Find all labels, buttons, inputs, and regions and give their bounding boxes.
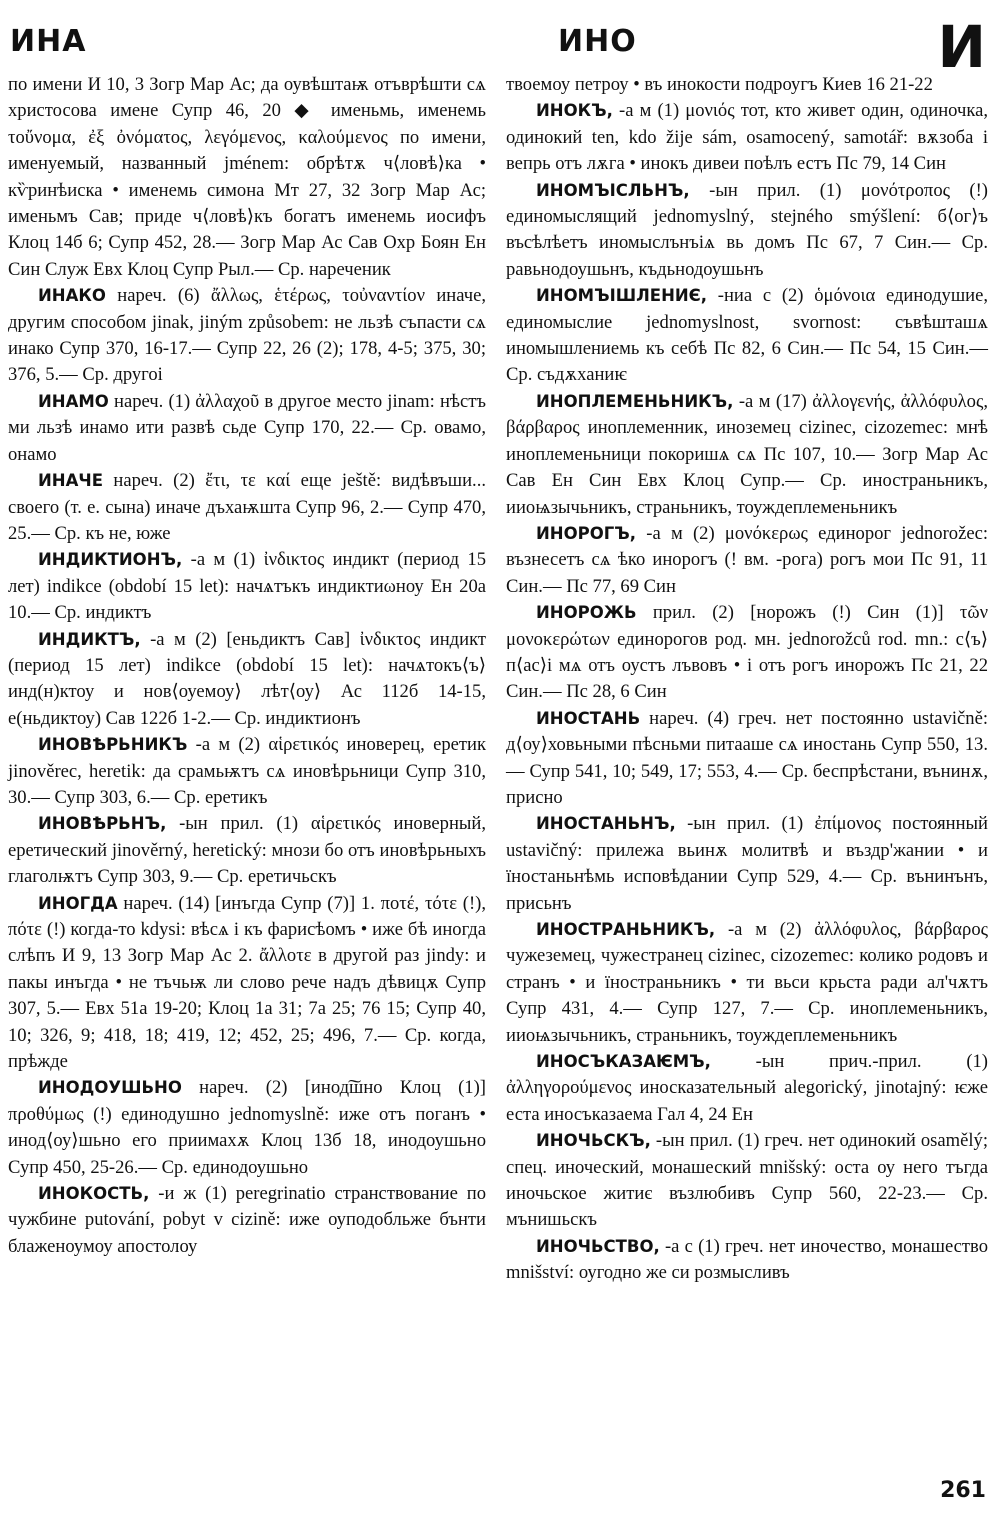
dictionary-entry <box>8 389 486 468</box>
page-number: 261 <box>940 1478 986 1503</box>
entry-headword: ИНОГДА <box>38 893 118 913</box>
entry-body: нареч. (4) греч. нет постоянно ustavičně: д⟨оу⟩ховьными пѣсньми питааше сѧ иностань Супр 550, 13.— Супр 541, 10; 549, 17; 553, 4.— Ср. беспрѣстани, вънинѫ, присно <box>506 707 988 808</box>
entry-body: -а м (2) ἀλλόφυλος, βάρβαρος чужеземец, чужестранец cizinec, cizozemec: колико родовъ и странъ • и їностраньникъ • ти вьси крьста ради ал'чѫтъ Супр 431, 4.— Супр 127, 7.— Ср. иноплеменьникъ, ииоѩзычьникъ, страньникъ, тоуждеплеменьникъ <box>506 919 988 1046</box>
dictionary-entry <box>506 98 988 177</box>
entry-body: -ын прич.-прил. (1) ἀλληγορούμενος иносказательный alegorický, jinotajný: ѥже еста иносъказаема Гал 4, 24 Ен <box>506 1051 988 1125</box>
running-headword-right: ИНО <box>558 24 637 59</box>
entry-headword: ИНОСТАНЬ <box>536 708 641 728</box>
dictionary-entry <box>506 1049 988 1128</box>
dictionary-entry <box>506 72 988 98</box>
entry-headword: ИНОРОЖЬ <box>536 603 637 623</box>
entry-headword: ИНОРОГЪ, <box>536 523 637 543</box>
entry-headword: ИНОВѢРЬНЪ, <box>38 814 167 834</box>
dictionary-entry <box>8 732 486 811</box>
entry-body: прил. (2) [норожъ (!) Син (1)] τῶν μονοκερώτων единорогов род. мн. jednorožců rod. mn.: с⟨ъ⟩п⟨ас⟩і мѧ отъ оустъ лъвовъ • і отъ рогъ инорожъ Пс 21, 22 Син.— Пс 28, 6 Син <box>506 602 988 703</box>
dictionary-entry <box>8 627 486 733</box>
entry-headword: ИНОМЪІШЛЕНИЄ, <box>536 286 708 306</box>
dictionary-entry <box>506 521 988 600</box>
entry-body: твоемоу петроу • въ инокости подроугъ Киев 16 21-22 <box>506 74 933 95</box>
dictionary-entry <box>8 811 486 890</box>
entry-body: по имени И 10, 3 Зогр Мар Ас; да оувѣштаѭ отъврѣшти сѧ христосова имене Супр 46, 20 ◆ именьмь, именемь τοὔνομα, ἐξ ὀνόματος, λεγόμενος, καλούμενος по имени, именуемый, названный jménem: обрѣтѫ ч⟨ловѣ⟩ка • кѷринѣиска • именемь симона Мт 27, 32 Зогр Мар Ас; именьмъ Сав; приде ч⟨ловѣ⟩къ богатъ именемь иосифъ Клоц 14б 6; Супр 452, 28.— Зогр Мар Ас Сав Охр Боян Ен Син Служ Евх Клоц Супр Рыл.— Ср. нареченик <box>8 74 486 280</box>
dictionary-entry <box>8 1075 486 1181</box>
dictionary-entry <box>506 389 988 521</box>
entry-body: -а м (2) μονόκερως единорог jednorožec: възнесетъ сѧ ѣко инорогъ (! вм. -рога) рогъ мои Пс 91, 11 Син.— Пс 77, 69 Син <box>506 522 988 597</box>
dictionary-entry <box>506 283 988 389</box>
entry-headword: ИНАЧЕ <box>38 471 103 491</box>
entry-headword: ИНОЧЬСТВО, <box>536 1236 660 1256</box>
entry-headword: ИНОПЛЕМЕНЬНИКЪ, <box>536 391 734 411</box>
entry-headword: ИНОДОУШЬНО <box>38 1078 182 1098</box>
entry-body: нареч. (14) [инъгда Супр (7)] 1. ποτέ, τότε (!), πότε (!) когда-то kdysi: вѣсѧ і къ фарисѣомъ • иже бѣ иногда слѣпъ И 9, 13 Зогр Мар Ас 2. ἄλλοτε в другой раз jindy: и пакы инъгда • не тъчьѭ ли слово рече надъ дѣвицѫ Супр 307, 5.— Евх 51а 19-20; Клоц 1а 31; 7а 25; 76 15; Супр 40, 10; 326, 9; 418, 18; 419, 12; 452, 25; 496, 7.— Ср. когда, прѣжде <box>8 892 486 1073</box>
entry-body: -а м (17) ἀλλογενής, ἀλλόφυλος, βάρβαρος иноплеменник, иноземец cizinec, cizozemec: мнѣ иноплеменьници покоришѧ сѧ Пс 107, 10.— Зогр Мар Ас Сав Ен Син Евх Клоц Супр.— Ср. иностраньникъ, ииоѩзычьникъ, страньникъ, тоуждеплеменьникъ <box>506 390 988 518</box>
entry-body: -ын прил. (1) μονότροπος (!) единомыслящий jednomyslný, stejného smýšlení: б⟨ог⟩ъ въсѣлѣетъ иномыслънъіѧ вь домъ Пс 67, 7 Син.— Ср. равьнодоушьнъ, къдьнодоушьнъ <box>506 179 988 280</box>
right-column <box>506 72 988 1287</box>
entry-body: -ын прил. (1) ἐπίμονος постоянный ustavičný: прилежа вьинѫ молитвѣ и въздр'жании • и їностаньнѣмь исповѣдании Супр 529, 4.— Ср. вънинънъ, присьнъ <box>506 813 988 914</box>
dictionary-entry <box>506 706 988 812</box>
entry-body: -а м (1) μονιός тот, кто живет один, одиночка, одинокий ten, kdo žije sám, osamocený, samotář: вѫзоба і вепрь отъ лѫга • инокъ дивеи поѣлъ естъ Пс 79, 14 Син <box>506 100 988 175</box>
entry-headword: ИНОСЪКАЗАѤМЪ, <box>536 1052 711 1072</box>
entry-headword: ИНАКО <box>38 286 106 306</box>
entry-headword: ИНДИКТИОНЪ, <box>38 550 183 570</box>
dictionary-entry <box>506 811 988 917</box>
entry-body: нареч. (6) ἄλλως, ἑτέρως, τοὐναντίον иначе, другим способом jinak, jiným způsobem: не льзѣ съпасти сѧ инако Супр 370, 16-17.— Супр 22, 26 (2); 178, 4-5; 375, 30; 376, 5.— Ср. другоi <box>8 285 486 386</box>
entry-body: нареч. (2) [инод͠шно Клоц (1)] προθύμως (!) единодушно jednomyslně: иже отъ поганъ • инод⟨оу⟩шьно его приимахѫ Клоц 13б 18, инодоушьно Супр 450, 25-26.— Ср. единодоушьно <box>8 1077 486 1178</box>
entry-body: -а м (2) [еньдиктъ Сав] ἰνδικτος индикт (период 15 лет) indikce (období 15 let): начѧтокъ⟨ъ⟩ инд(н)ктоу и нов⟨оуемоу⟩ лѣт⟨оу⟩ Ас 112б 14-15, е(ньдиктоу) Сав 122б 1-2.— Ср. индиктионъ <box>8 628 486 729</box>
section-letter: И <box>937 13 986 81</box>
entry-body: -ниа с (2) ὁμόνοια единодушие, единомыслие jednomyslnost, svornost: съвѣшташѧ иномышлениемь къ себѣ Пс 82, 6 Син.— Пс 54, 15 Син.— Ср. съдѫханиѥ <box>506 285 988 386</box>
dictionary-entry <box>8 891 486 1076</box>
dictionary-entry <box>506 178 988 284</box>
entry-body: -а с (1) греч. нет иночество, монашество mnišství: оугодно же си розмысливъ <box>506 1235 988 1284</box>
dictionary-entry <box>8 1181 486 1260</box>
entry-headword: ИНОСТРАНЬНИКЪ, <box>536 920 716 939</box>
dictionary-entry <box>506 1128 988 1234</box>
entry-body: -ын прил. (1) αἱρετικός иноверный, еретический jinověrný, heretický: мнози бо отъ иновѣрьныхъ глаголѭтъ Супр 303, 9.— Ср. еретичьскъ <box>8 813 486 888</box>
dictionary-entry <box>506 917 988 1049</box>
dictionary-entry <box>8 283 486 389</box>
entry-body: -ын прил. (1) греч. нет одинокий osamělý; спец. иноческий, монашеский mnišský: оста оу него тъгда иночьское житиє възлюбивъ Супр 560, 22-23.— Ср. мънишьскъ <box>506 1130 988 1231</box>
entry-body: нареч. (2) ἔτι, τε καί еще ještě: видѣвъши... своего (т. е. сына) иначе дъхаѭшта Супр 96, 2.— Супр 470, 25.— Ср. къ не, юже <box>8 470 486 544</box>
entry-headword: ИНАМО <box>38 391 109 411</box>
entry-headword: ИНОСТАНЬНЪ, <box>536 814 676 834</box>
entry-headword: ИНОМЪІСЛЬНЪ, <box>536 180 690 200</box>
entry-body: -а м (1) ἰνδικτος индикт (период 15 лет) indikce (období 15 let): начѧтъкъ индиктиωноу Ен 20а 10.— Ср. индиктъ <box>8 549 486 624</box>
entry-body: -и ж (1) peregrinatio странствование по чужбине putování, pobyt v cizině: иже оуподобльже бънти блаженоумоу апостолоу <box>8 1183 486 1257</box>
entry-body: нареч. (1) ἀλλαχοῦ в другое место jinam: нѣстъ ми льзѣ инамо ити развѣ сьде Супр 170, 22.— Ср. овамо, онамо <box>8 390 486 465</box>
entry-headword: ИНОЧЬСКЪ, <box>536 1131 651 1151</box>
entry-headword: ИНДИКТЪ, <box>38 629 141 649</box>
running-headword-left: ИНА <box>10 24 87 59</box>
dictionary-entry <box>8 547 486 626</box>
dictionary-entry <box>8 72 486 283</box>
entry-body: -а м (2) αἱρετικός иноверец, еретик jinověrec, heretik: да срамьѭтъ сѧ иновѣрьници Супр 310, 30.— Супр 303, 6.— Ср. еретикъ <box>8 734 486 808</box>
dictionary-entry <box>506 600 988 706</box>
entry-headword: ИНОКЪ, <box>536 101 613 121</box>
dictionary-entry <box>506 1234 988 1287</box>
entry-headword: ИНОВѢРЬНИКЪ <box>38 735 188 755</box>
dictionary-entry <box>8 468 486 547</box>
entry-headword: ИНОКОСТЬ, <box>38 1184 150 1204</box>
page-header <box>10 13 986 81</box>
left-column <box>8 72 486 1260</box>
